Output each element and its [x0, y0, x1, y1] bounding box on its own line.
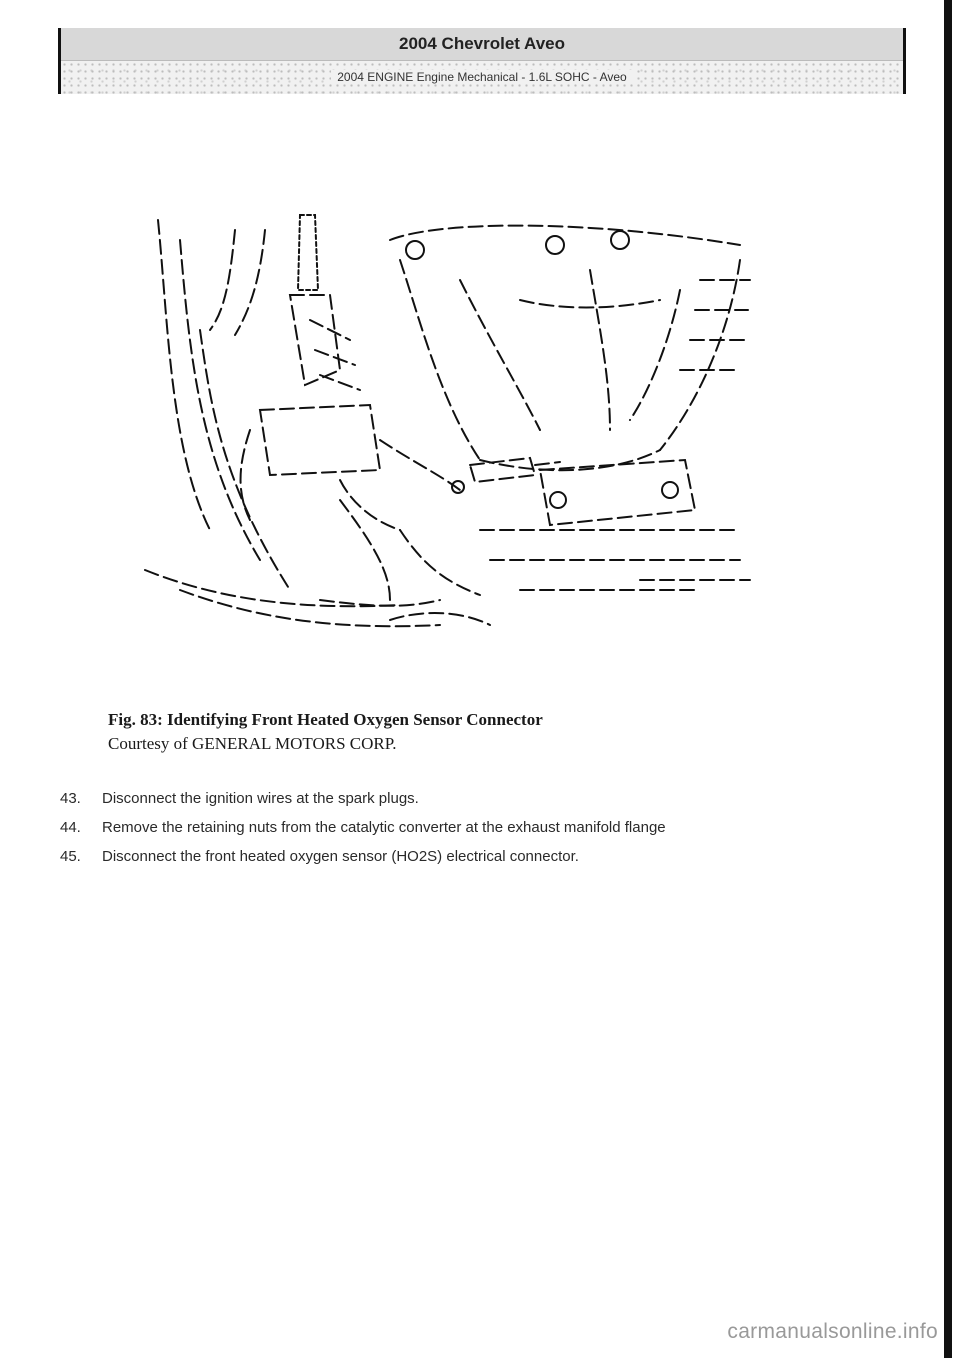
document-subtitle: 2004 ENGINE Engine Mechanical - 1.6L SOHC - Aveo — [331, 70, 632, 84]
figure-caption — [108, 708, 543, 756]
document-subtitle-bar — [61, 61, 903, 94]
page-border — [944, 0, 952, 1358]
figure-title: Fig. 83: Identifying Front Heated Oxygen Sensor Connector — [108, 710, 543, 729]
line-drawing-strokes — [145, 215, 750, 626]
step-text: Disconnect the ignition wires at the spark plugs. — [102, 790, 419, 807]
step-text: Remove the retaining nuts from the catalytic converter at the exhaust manifold flange — [102, 819, 666, 836]
list-item — [60, 813, 940, 842]
figure-credit: Courtesy of GENERAL MOTORS CORP. — [108, 734, 397, 753]
step-number: 44. — [60, 819, 81, 836]
step-text: Disconnect the front heated oxygen sensor (HO2S) electrical connector. — [102, 848, 579, 865]
document-title: 2004 Chevrolet Aveo — [61, 28, 903, 61]
procedure-steps — [60, 784, 940, 871]
page-header — [58, 28, 906, 94]
step-number: 43. — [60, 790, 81, 807]
list-item — [60, 784, 940, 813]
engine-illustration — [140, 200, 760, 640]
list-item — [60, 842, 940, 871]
step-number: 45. — [60, 848, 81, 865]
watermark: carmanualsonline.info — [727, 1320, 938, 1343]
